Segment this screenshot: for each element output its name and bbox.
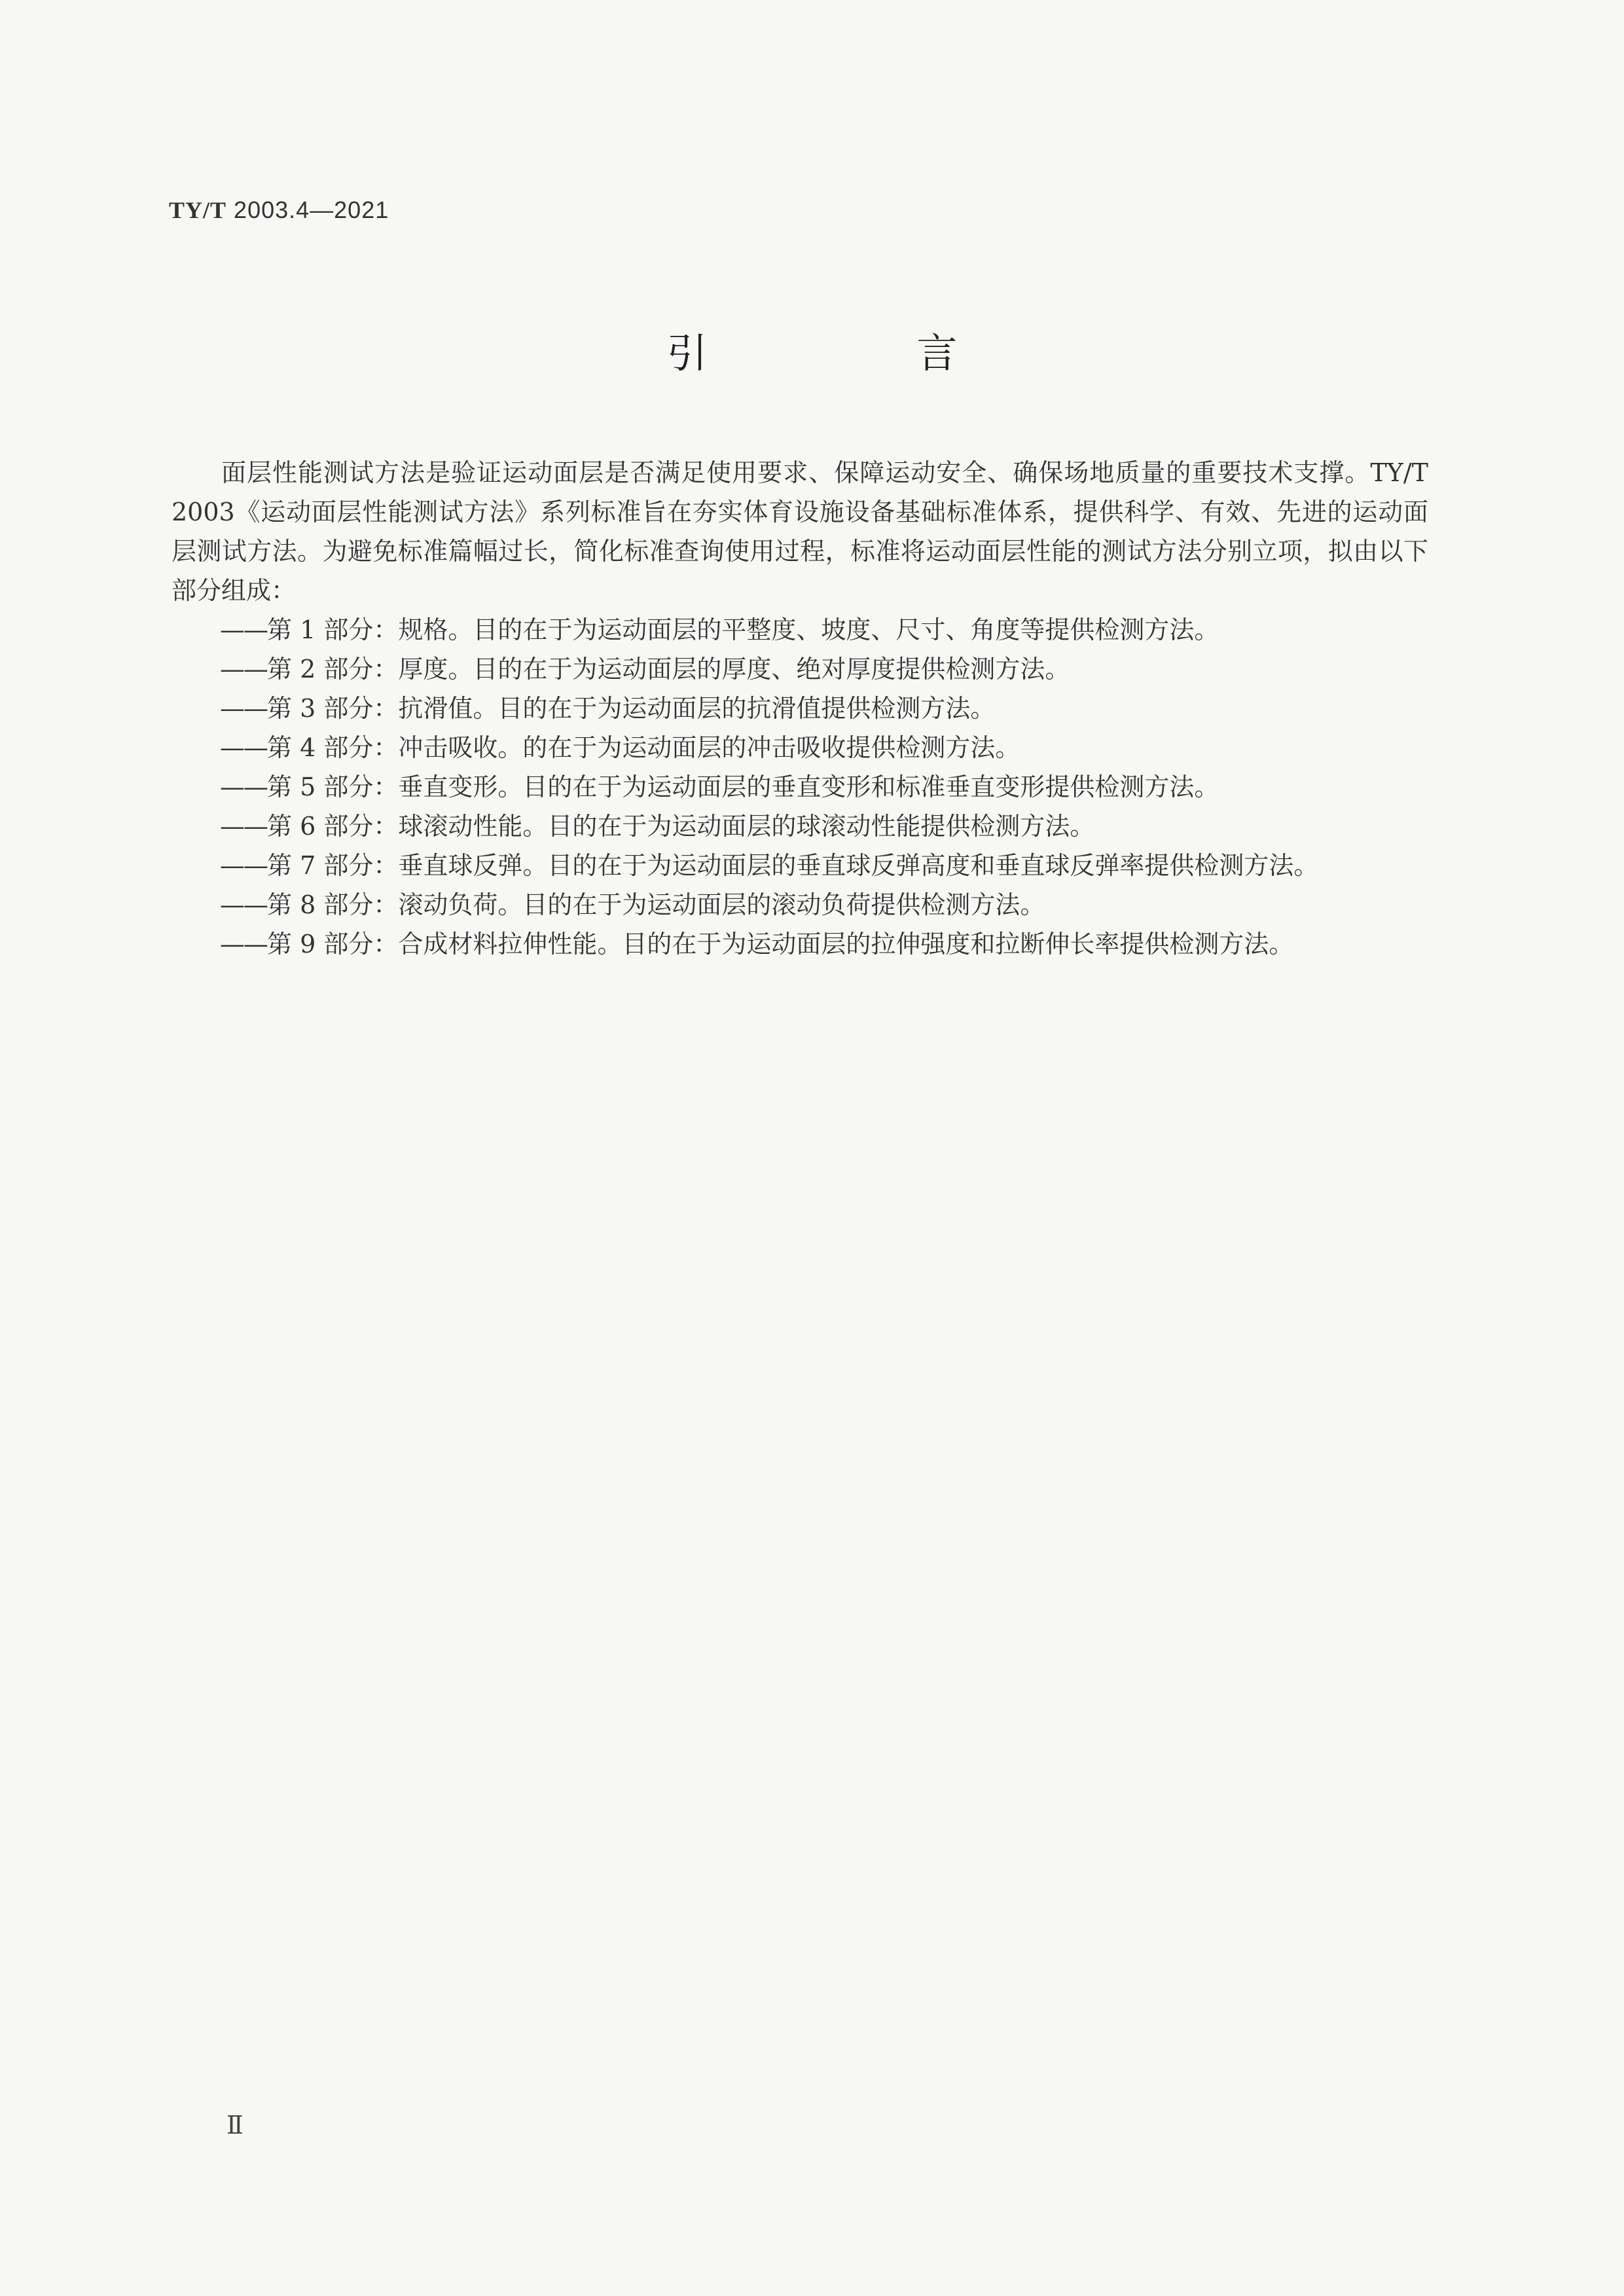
list-dash: —— [220,851,267,880]
list-item-text: 第 5 部分：垂直变形。目的在于为运动面层的垂直变形和标准垂直变形提供检测方法。 [267,773,1219,801]
list-item [171,846,1428,885]
list-dash: —— [220,773,267,801]
list-dash: —— [220,930,267,958]
document-code-prefix: TY/T [169,197,227,223]
list-item-text: 第 3 部分：抗滑值。目的在于为运动面层的抗滑值提供检测方法。 [267,694,996,723]
list-item [171,649,1428,689]
intro-paragraph: 面层性能测试方法是验证运动面层是否满足使用要求、保障运动安全、确保场地质量的重要技术支撑。TY/T 2003《运动面层性能测试方法》系列标准旨在夯实体育设施设备基础标准体系，提供科学、有效、先进的运动面层测试方法。为避免标准篇幅过长，简化标准查询使用过程，标准将运动面层性能的测试方法分别立项，拟由以下部分组成： [171,458,1428,605]
list-item [171,767,1428,807]
list-dash: —— [220,655,267,683]
document-code-number: 2003.4—2021 [234,196,389,223]
list-dash: —— [220,733,267,762]
list-item-text: 第 9 部分：合成材料拉伸性能。目的在于为运动面层的拉伸强度和拉断伸长率提供检测方法。 [267,930,1294,958]
list-dash: —— [220,694,267,723]
list-item-text: 第 6 部分：球滚动性能。目的在于为运动面层的球滚动性能提供检测方法。 [267,812,1095,841]
list-dash: —— [220,890,267,919]
list-item [171,689,1428,728]
list-dash: —— [220,812,267,841]
list-item-text: 第 4 部分：冲击吸收。的在于为运动面层的冲击吸收提供检测方法。 [267,733,1020,762]
list-item-text: 第 8 部分：滚动负荷。目的在于为运动面层的滚动负荷提供检测方法。 [267,890,1045,919]
list-item-text: 第 7 部分：垂直球反弹。目的在于为运动面层的垂直球反弹高度和垂直球反弹率提供检测方法。 [267,851,1319,880]
list-item [171,885,1428,924]
document-code [169,196,389,224]
list-item-text: 第 2 部分：厚度。目的在于为运动面层的厚度、绝对厚度提供检测方法。 [267,655,1070,683]
list-item [171,807,1428,846]
introduction-body [171,453,1428,964]
parts-list [171,610,1428,964]
section-title: 引 言 [666,329,1056,377]
list-item [171,924,1428,964]
list-item-text: 第 1 部分：规格。目的在于为运动面层的平整度、坡度、尺寸、角度等提供检测方法。 [267,615,1219,644]
list-item [171,610,1428,649]
page-number: Ⅱ [226,2112,244,2140]
list-dash: —— [220,615,267,644]
list-item [171,728,1428,767]
